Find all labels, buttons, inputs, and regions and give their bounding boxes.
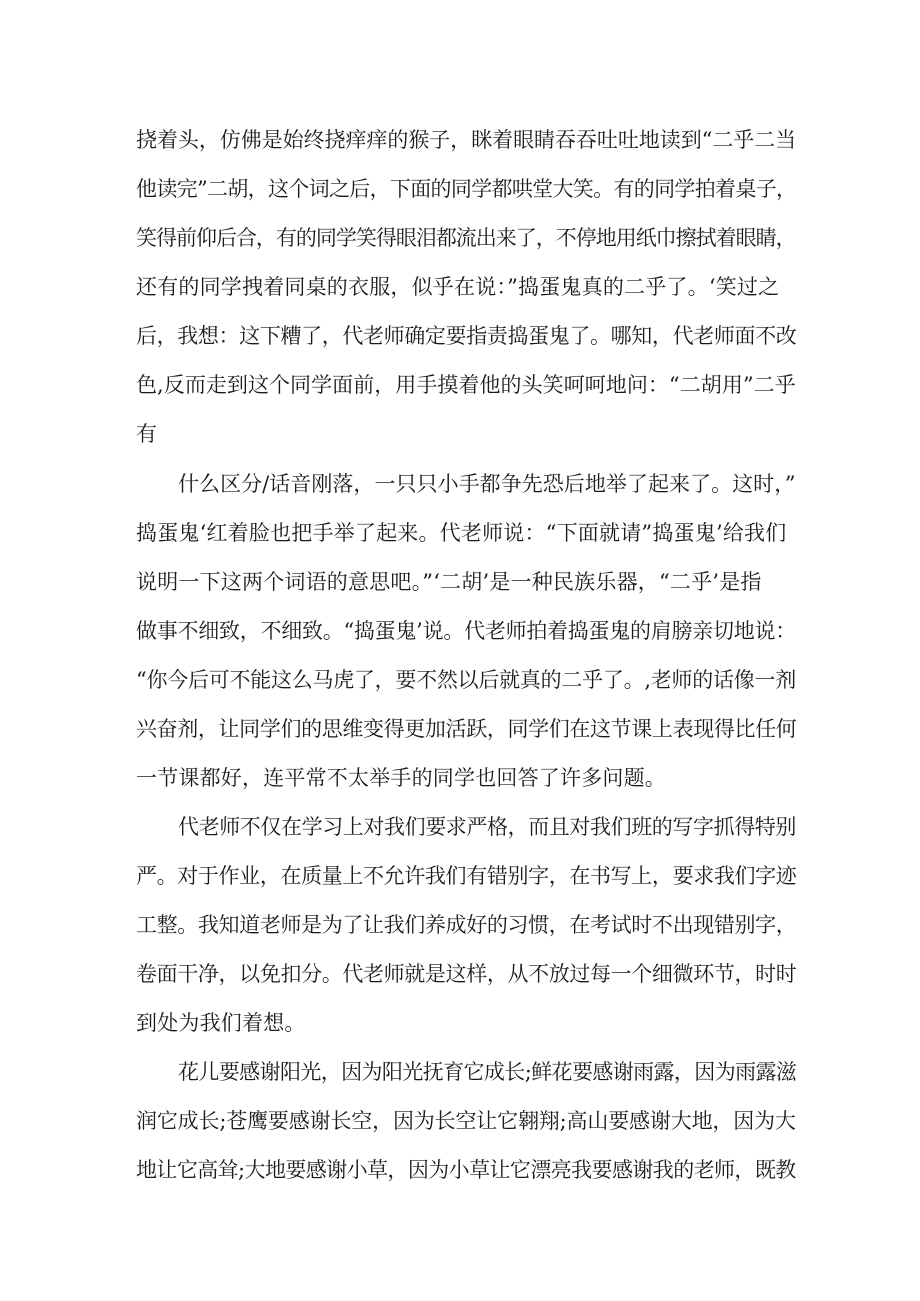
text-line: 说明一下这两个词语的意思吧。”‘二胡’是一种民族乐器，“二乎’是指 bbox=[136, 570, 762, 594]
text-line: 还有的同学拽着同桌的衣服，似乎在说：”捣蛋鬼真的二乎了。‘笑过之 bbox=[136, 275, 780, 299]
text-line: “你今后可不能这么马虎了，要不然以后就真的二乎了。,老师的话像一剂 bbox=[136, 668, 797, 692]
text-line: 后，我想：这下糟了，代老师确定要指责捣蛋鬼了。哪知，代老师面不改 bbox=[136, 324, 797, 348]
text-line: 严。对于作业，在质量上不允许我们有错别字，在书写上，要求我们字迹 bbox=[136, 864, 797, 888]
text-line: 卷面干净，以免扣分。代老师就是这样，从不放过每一个细微环节，时时 bbox=[136, 962, 797, 986]
text-line: 有 bbox=[136, 422, 158, 446]
text-line: 兴奋剂，让同学们的思维变得更加活跃，同学们在这节课上表现得比任何 bbox=[136, 717, 797, 741]
text-line: 做事不细致，不细致。“捣蛋鬼’说。代老师拍着捣蛋鬼的肩膀亲切地说： bbox=[136, 619, 797, 643]
text-line: 笑得前仰后合，有的同学笑得眼泪都流出来了，不停地用纸巾擦拭着眼睛， bbox=[136, 226, 796, 250]
text-line: 润它成长;苍鹰要感谢长空，因为长空让它翱翔;高山要感谢大地，因为大 bbox=[136, 1109, 796, 1133]
text-line: 捣蛋鬼‘红着脸也把手举了起来。代老师说：“下面就请”捣蛋鬼’给我们 bbox=[136, 521, 787, 545]
text-line: 到处为我们着想。 bbox=[136, 1011, 306, 1035]
text-line: 一节课都好，连平常不太举手的同学也回答了许多问题。 bbox=[136, 766, 666, 790]
text-line: 挠着头，仿佛是始终挠痒痒的猴子，眯着眼睛吞吞吐吐地读到“二乎二当 bbox=[136, 128, 797, 152]
text-line: 他读完”二胡，这个词之后，下面的同学都哄堂大笑。有的同学拍着桌子， bbox=[136, 177, 797, 201]
text-line: 花儿要感谢阳光，因为阳光抚育它成长;鲜花要感谢雨露，因为雨露滋 bbox=[178, 1060, 797, 1084]
text-line: 代老师不仅在学习上对我们要求严格，而且对我们班的写字抓得特别 bbox=[178, 815, 796, 839]
text-line: 地让它高耸;大地要感谢小草，因为小草让它漂亮我要感谢我的老师，既教 bbox=[136, 1158, 796, 1182]
text-line: 什么区分/话音刚落，一只只小手都争先恐后地举了起来了。这时，” bbox=[178, 472, 796, 496]
text-line: 色,反而走到这个同学面前，用手摸着他的头笑呵呵地问：“二胡用”二乎 bbox=[136, 373, 796, 397]
text-line: 工整。我知道老师是为了让我们养成好的习惯，在考试时不出现错别字， bbox=[136, 913, 797, 937]
